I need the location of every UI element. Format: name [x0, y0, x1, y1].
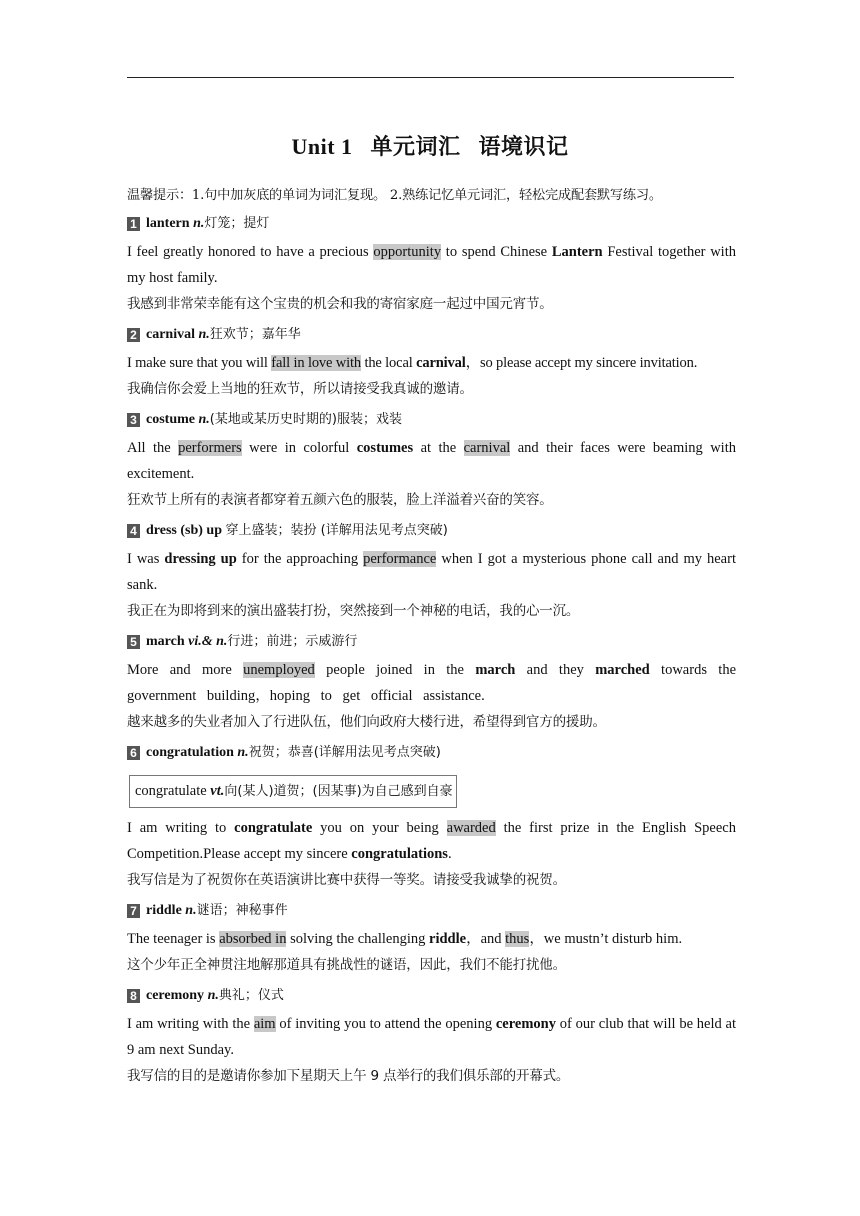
- review-word: carnival: [463, 440, 511, 456]
- translation: 我写信的目的是邀请你参加下星期天上午 9 点举行的我们俱乐部的开幕式。: [127, 1068, 570, 1084]
- headword: ceremony: [146, 988, 205, 1003]
- keyword: march: [475, 662, 516, 678]
- entry-number: 8: [127, 989, 140, 1003]
- review-word: fall in love with: [271, 355, 361, 371]
- vocab-entry: [127, 628, 736, 736]
- translation: 狂欢节上所有的表演者都穿着五颜六色的服装，脸上洋溢着兴奋的笑容。: [127, 492, 553, 508]
- entry-heading: [127, 406, 736, 434]
- entry-number: 2: [127, 328, 140, 342]
- vocab-entry: [127, 739, 736, 894]
- entry-number: 1: [127, 217, 140, 231]
- part-of-speech: n.: [198, 412, 210, 427]
- keyword: Lantern: [551, 244, 603, 260]
- header-rule: [127, 77, 734, 78]
- example-sentence: More and more unemployed people joined in the march and they marched towards the government building，hoping to get official assistance.: [127, 662, 737, 704]
- entry-heading: [127, 897, 736, 925]
- keyword: congratulations: [351, 846, 448, 862]
- part-of-speech: n.: [198, 327, 210, 342]
- related-meaning: 向(某人)道贺；(因某事)为自己感到自豪: [224, 784, 453, 799]
- keyword: riddle: [429, 931, 467, 947]
- meaning: 灯笼；提灯: [204, 216, 270, 231]
- headword: march: [146, 634, 185, 649]
- translation: 我感到非常荣幸能有这个宝贵的机会和我的寄宿家庭一起过中国元宵节。: [127, 296, 553, 312]
- keyword: dressing up: [164, 551, 237, 567]
- title-part-2: 语境识记: [478, 134, 569, 159]
- example-sentence: I feel greatly honored to have a precious opportunity to spend Chinese Lantern Festival together with my host family.: [127, 244, 736, 286]
- example-sentence: I am writing with the aim of inviting you to attend the opening ceremony of our club that will be held at 9 am next Sunday.: [127, 1016, 736, 1058]
- part-of-speech: n.: [193, 216, 205, 231]
- entry-heading: [127, 517, 736, 545]
- translation: 我确信你会爱上当地的狂欢节，所以请接受我真诚的邀请。: [127, 381, 473, 397]
- part-of-speech: vi.& n.: [188, 634, 228, 649]
- entry-number: 4: [127, 524, 140, 538]
- vocab-entry: [127, 321, 736, 403]
- vocab-entry: [127, 982, 736, 1090]
- review-word: performance: [363, 551, 437, 567]
- translation: 我写信是为了祝贺你在英语演讲比赛中获得一等奖。请接受我诚挚的祝贺。: [127, 872, 566, 888]
- related-word: congratulate: [135, 783, 207, 799]
- related-word-box: [129, 775, 457, 808]
- vocab-entry: [127, 517, 736, 625]
- meaning: (某地或某历史时期的)服装；戏装: [209, 412, 402, 427]
- example-sentence: I was dressing up for the approaching performance when I got a mysterious phone call and my heart sank.: [127, 551, 736, 593]
- tip-text: 温馨提示：1.句中加灰底的单词为词汇复现。 2.熟练记忆单元词汇，轻松完成配套默写练习。: [127, 188, 662, 203]
- title-part-1: 单元词汇: [370, 134, 461, 159]
- example-sentence: I am writing to congratulate you on your being awarded the first prize in the English Speech Competition.Please accept my sincere congratulations.: [127, 820, 736, 862]
- meaning: 行进；前进；示威游行: [227, 634, 358, 649]
- keyword: carnival: [416, 355, 466, 371]
- part-of-speech: n.: [185, 903, 197, 918]
- vocab-entry: [127, 406, 736, 514]
- headword: costume: [146, 412, 195, 427]
- example-sentence: I make sure that you will fall in love with the local carnival，so please accept my sincere invitation.: [127, 355, 698, 371]
- entry-heading: [127, 982, 736, 1010]
- entry-number: 6: [127, 746, 140, 760]
- vocab-list: [127, 185, 736, 1090]
- review-word: unemployed: [243, 662, 315, 678]
- meaning: 祝贺；恭喜(详解用法见考点突破): [248, 745, 441, 760]
- entry-heading: [127, 321, 736, 349]
- meaning: 穿上盛装；装扮 (详解用法见考点突破): [225, 523, 448, 538]
- keyword: marched: [595, 662, 650, 678]
- meaning: 谜语；神秘事件: [196, 903, 288, 918]
- keyword: congratulate: [234, 820, 313, 836]
- entry-heading: [127, 628, 736, 656]
- entry-number: 3: [127, 413, 140, 427]
- entry-heading: [127, 739, 736, 767]
- headword: lantern: [146, 216, 190, 231]
- review-word: absorbed in: [219, 931, 287, 947]
- keyword: costumes: [356, 440, 414, 456]
- review-word: aim: [253, 1016, 276, 1032]
- meaning: 典礼；仪式: [218, 988, 284, 1003]
- translation: 越来越多的失业者加入了行进队伍，他们向政府大楼行进，希望得到官方的援助。: [127, 714, 606, 730]
- headword: dress (sb) up: [146, 523, 222, 538]
- headword: carnival: [146, 327, 195, 342]
- review-word: opportunity: [373, 244, 442, 260]
- headword: riddle: [146, 903, 182, 918]
- meaning: 狂欢节；嘉年华: [209, 327, 301, 342]
- keyword: ceremony: [495, 1016, 556, 1032]
- translation: 我正在为即将到来的演出盛装打扮，突然接到一个神秘的电话，我的心一沉。: [127, 603, 580, 619]
- related-part-of-speech: vt.: [210, 783, 225, 799]
- entry-number: 5: [127, 635, 140, 649]
- part-of-speech: n.: [207, 988, 219, 1003]
- example-sentence: The teenager is absorbed in solving the challenging riddle，and thus，we mustn’t disturb him.: [127, 931, 683, 947]
- vocab-entry: [127, 210, 736, 318]
- entry-heading: [127, 210, 736, 238]
- translation: 这个少年正全神贯注地解那道具有挑战性的谜语，因此，我们不能打扰他。: [127, 957, 566, 973]
- headword: congratulation: [146, 745, 234, 760]
- title-unit: Unit 1: [291, 134, 353, 159]
- part-of-speech: n.: [237, 745, 249, 760]
- page-title: [0, 130, 860, 161]
- review-word: thus: [505, 931, 530, 947]
- entry-number: 7: [127, 904, 140, 918]
- example-sentence: All the performers were in colorful costumes at the carnival and their faces were beaming with excitement.: [127, 440, 736, 482]
- vocab-entry: [127, 897, 736, 979]
- review-word: awarded: [446, 820, 496, 836]
- review-word: performers: [178, 440, 242, 456]
